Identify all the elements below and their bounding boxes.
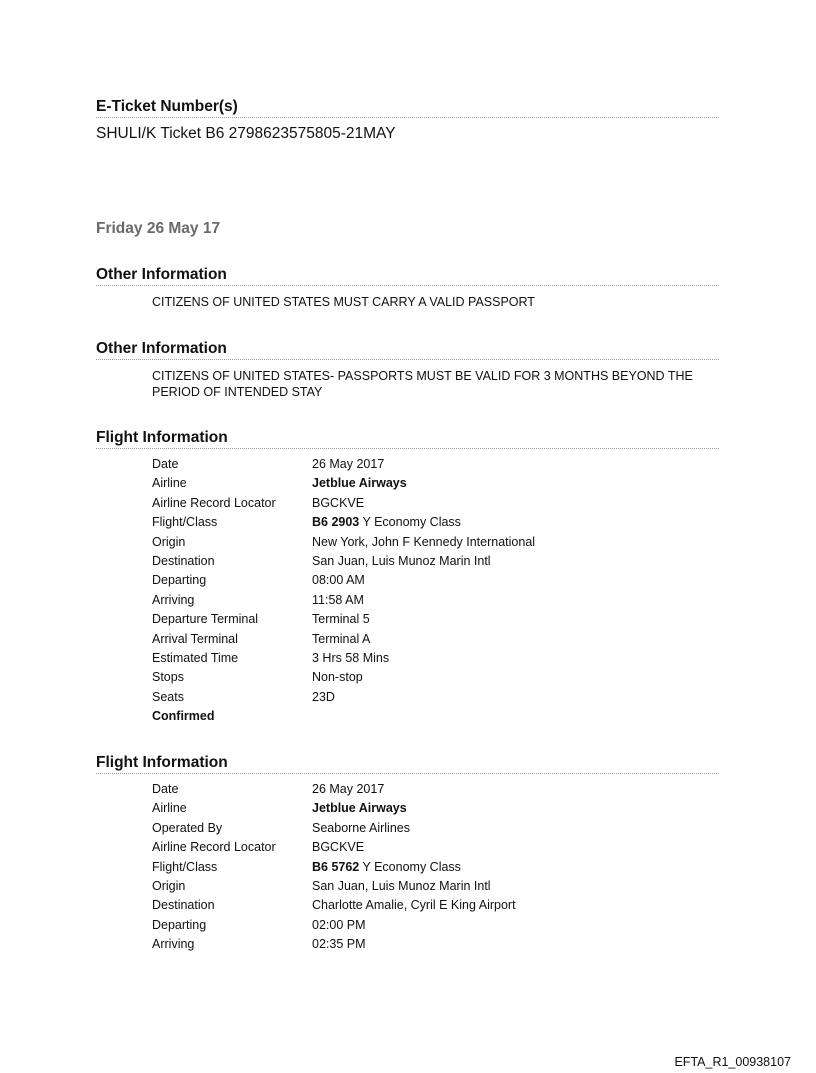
other-info-text-1: CITIZENS OF UNITED STATES MUST CARRY A VALID PASSPORT [152, 295, 535, 309]
flight-row [152, 688, 535, 707]
field-label: Airline Record Locator [152, 840, 276, 855]
field-label: Origin [152, 534, 186, 549]
flight-row [152, 455, 535, 474]
flight-row [152, 896, 516, 915]
flight-row [152, 533, 535, 552]
document-id: EFTA_R1_00938107 [674, 1055, 791, 1069]
field-value: New York, John F Kennedy International [312, 534, 536, 549]
field-value: Non-stop [312, 670, 363, 685]
field-value: BGCKVE [312, 840, 365, 855]
field-value: San Juan, Luis Munoz Marin Intl [312, 553, 491, 568]
field-value: Seaborne Airlines [312, 820, 410, 835]
field-label: Departing [152, 917, 207, 932]
booking-status: Confirmed [152, 709, 215, 724]
day-heading: Friday 26 May 17 [96, 220, 221, 237]
field-value: San Juan, Luis Munoz Marin Intl [312, 878, 491, 893]
flight-row [152, 649, 535, 668]
flight-row [152, 916, 516, 935]
field-label: Flight/Class [152, 859, 218, 874]
flight-info-heading-2: Flight Information [96, 754, 719, 774]
field-label: Airline [152, 801, 187, 816]
field-label: Origin [152, 878, 186, 893]
flight-class-value [312, 858, 516, 877]
other-info-heading-2: Other Information [96, 340, 719, 360]
flight-row [152, 819, 516, 838]
other-info-text-2: CITIZENS OF UNITED STATES- PASSPORTS MUST BE VALID FOR 3 MONTHS BEYOND THE PERIOD OF INTENDED STAY [152, 369, 693, 399]
field-label: Flight/Class [152, 515, 218, 530]
field-value: 26 May 2017 [312, 457, 385, 471]
field-value: Terminal A [312, 631, 371, 646]
field-label: Arriving [152, 937, 195, 952]
flight-class-value [312, 513, 535, 532]
ticket-number-line: SHULI/K Ticket B6 2798623575805-21MAY [96, 125, 396, 142]
field-label: Stops [152, 670, 184, 685]
field-label: Departure Terminal [152, 612, 259, 627]
airline-value: Jetblue Airways [312, 476, 407, 491]
field-label: Estimated Time [152, 650, 239, 665]
class-text: Y Economy Class [359, 515, 461, 530]
field-value: 23D [312, 689, 335, 704]
flight-row [152, 474, 535, 493]
field-value: 02:35 PM [312, 937, 366, 952]
field-label: Date [152, 782, 179, 796]
eticket-heading: E-Ticket Number(s) [96, 98, 719, 118]
field-value: Charlotte Amalie, Cyril E King Airport [312, 898, 516, 913]
flight-row [152, 513, 535, 532]
field-label: Departing [152, 573, 207, 588]
field-label: Seats [152, 689, 184, 704]
flight-row [152, 591, 535, 610]
flight-row [152, 838, 516, 857]
field-label: Arrival Terminal [152, 631, 238, 646]
flight-row [152, 552, 535, 571]
flight-row [152, 780, 516, 799]
other-info-heading-1: Other Information [96, 266, 719, 286]
field-value: 26 May 2017 [312, 782, 385, 796]
flight-row [152, 799, 516, 818]
field-value: 3 Hrs 58 Mins [312, 650, 390, 665]
flight-row [152, 668, 535, 687]
flight-row [152, 571, 535, 590]
field-label: Airline [152, 476, 187, 491]
flight-number: B6 2903 [312, 515, 360, 530]
flight-row [152, 935, 516, 954]
field-value: Terminal 5 [312, 612, 370, 627]
field-value: 11:58 AM [312, 592, 364, 607]
field-label: Operated By [152, 820, 223, 835]
field-label: Airline Record Locator [152, 495, 276, 510]
field-label: Arriving [152, 592, 195, 607]
class-text: Y Economy Class [359, 859, 461, 874]
flight-info-table-2 [152, 780, 516, 955]
field-value: 08:00 AM [312, 573, 365, 588]
flight-info-heading-1: Flight Information [96, 429, 719, 449]
field-value: 02:00 PM [312, 917, 366, 932]
field-label: Destination [152, 553, 215, 568]
flight-number: B6 5762 [312, 859, 360, 874]
field-label: Date [152, 457, 179, 471]
flight-info-table-1 [152, 455, 535, 726]
field-label: Destination [152, 898, 215, 913]
flight-row [152, 610, 535, 629]
flight-row [152, 630, 535, 649]
field-value: BGCKVE [312, 495, 365, 510]
flight-row [152, 877, 516, 896]
flight-row [152, 858, 516, 877]
flight-row [152, 494, 535, 513]
airline-value: Jetblue Airways [312, 801, 407, 816]
